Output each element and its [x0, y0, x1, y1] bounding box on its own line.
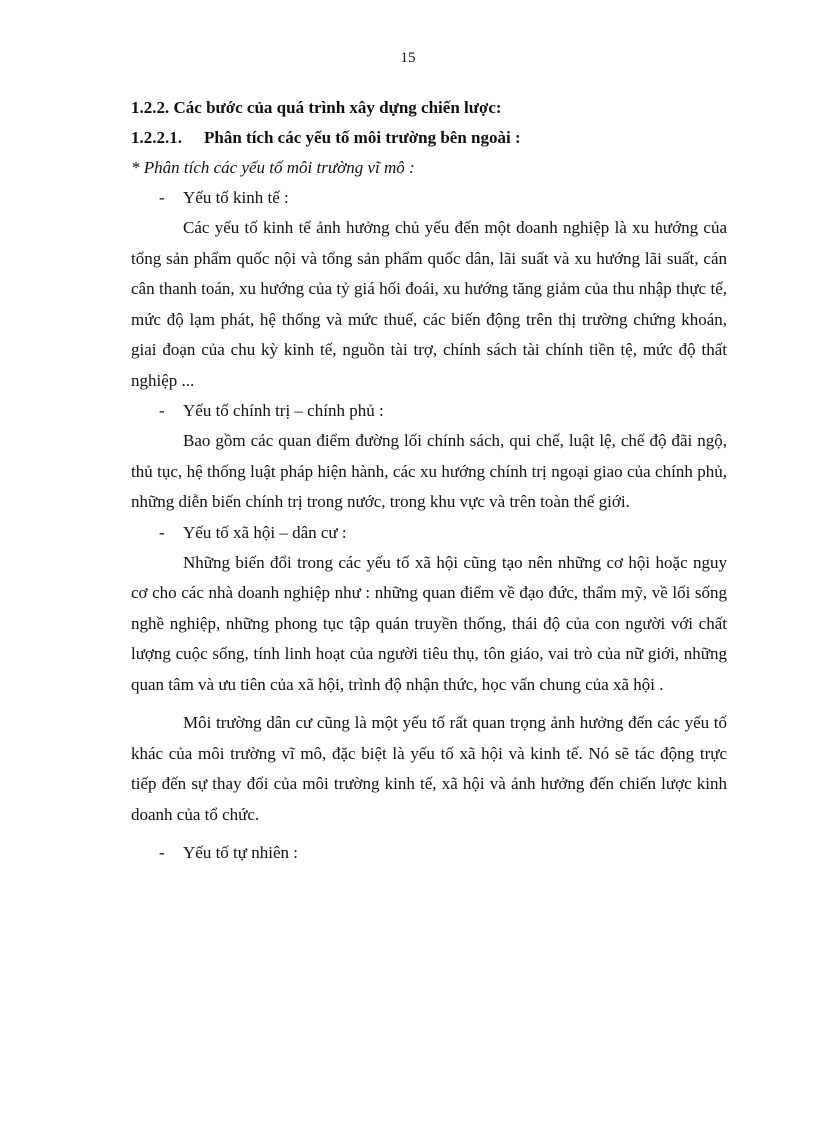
paragraph-gap: [131, 700, 727, 708]
bullet-title: Yếu tố tự nhiên :: [183, 843, 298, 862]
paragraph-economic: Các yếu tố kinh tế ảnh hưởng chủ yếu đến một doanh nghiệp là xu hướng của tổng sản phẩm quốc nội và tổng sản phẩm quốc dân, lãi suất và xu hướng lãi suất, cán cân thanh toán, xu hướng của tỷ giá hối đoái, xu hướng tăng giảm của thu nhập thực tế, mức độ lạm phát, hệ thống và mức thuế, các biến động trên thị trường chứng khoán, giai đoạn của chu kỳ kinh tế, nguồn tài trợ, chính sách tài chính tiền tệ, mức độ thất nghiệp ...: [131, 218, 727, 390]
bullet-dash: -: [159, 843, 165, 862]
intro-italic-line: * Phân tích các yếu tố môi trường vĩ mô :: [131, 158, 415, 177]
paragraph-political: Bao gồm các quan điểm đường lối chính sách, qui chế, luật lệ, chế độ đãi ngộ, thủ tục, hệ thống luật pháp hiện hành, các xu hướng chính trị ngoại giao của chính phủ, những diễn biến chính trị trong nước, trong khu vực và trên toàn thế giới.: [131, 431, 727, 511]
bullet-title: Yếu tố chính trị – chính phủ :: [183, 401, 384, 420]
bullet-dash: -: [159, 188, 165, 207]
page-number: 15: [400, 50, 416, 66]
section-heading: 1.2.2. Các bước của quá trình xây dựng chiến lược:: [131, 98, 502, 117]
paragraph-gap: [131, 830, 727, 838]
bullet-item-political: [131, 396, 727, 426]
bullet-dash: -: [159, 401, 165, 420]
page-content: [131, 93, 727, 868]
subsection-number: 1.2.2.1.: [131, 128, 182, 147]
bullet-item-social: [131, 518, 727, 548]
paragraph-population: Môi trường dân cư cũng là một yếu tố rất quan trọng ảnh hưởng đến các yếu tố khác của môi trường vĩ mô, đặc biệt là yếu tố xã hội và kinh tế. Nó sẽ tác động trực tiếp đến sự thay đổi của môi trường kinh tế, xã hội và ảnh hưởng đến chiến lược kinh doanh của tổ chức.: [131, 713, 727, 824]
bullet-dash: -: [159, 522, 165, 542]
bullet-title: Yếu tố kinh tế :: [183, 188, 289, 207]
paragraph-social: Những biến đổi trong các yếu tố xã hội cũng tạo nên những cơ hội hoặc nguy cơ cho các nhà doanh nghiệp như : những quan điểm về đạo đức, thẩm mỹ, về lối sống nghề nghiệp, những phong tục tập quán truyền thống, thái độ của con người với chất lượng cuộc sống, tính linh hoạt của người tiêu thụ, tôn giáo, vai trò của nữ giới, những quan tâm và ưu tiên của xã hội, trình độ nhận thức, học vấn chung của xã hội .: [131, 552, 727, 694]
subsection-title: Phân tích các yếu tố môi trường bên ngoài :: [204, 128, 521, 147]
bullet-item-economic: [131, 183, 727, 213]
bullet-title: Yếu tố xã hội – dân cư :: [183, 522, 347, 542]
bullet-item-natural: [131, 838, 727, 868]
subsection-heading: [131, 123, 727, 153]
